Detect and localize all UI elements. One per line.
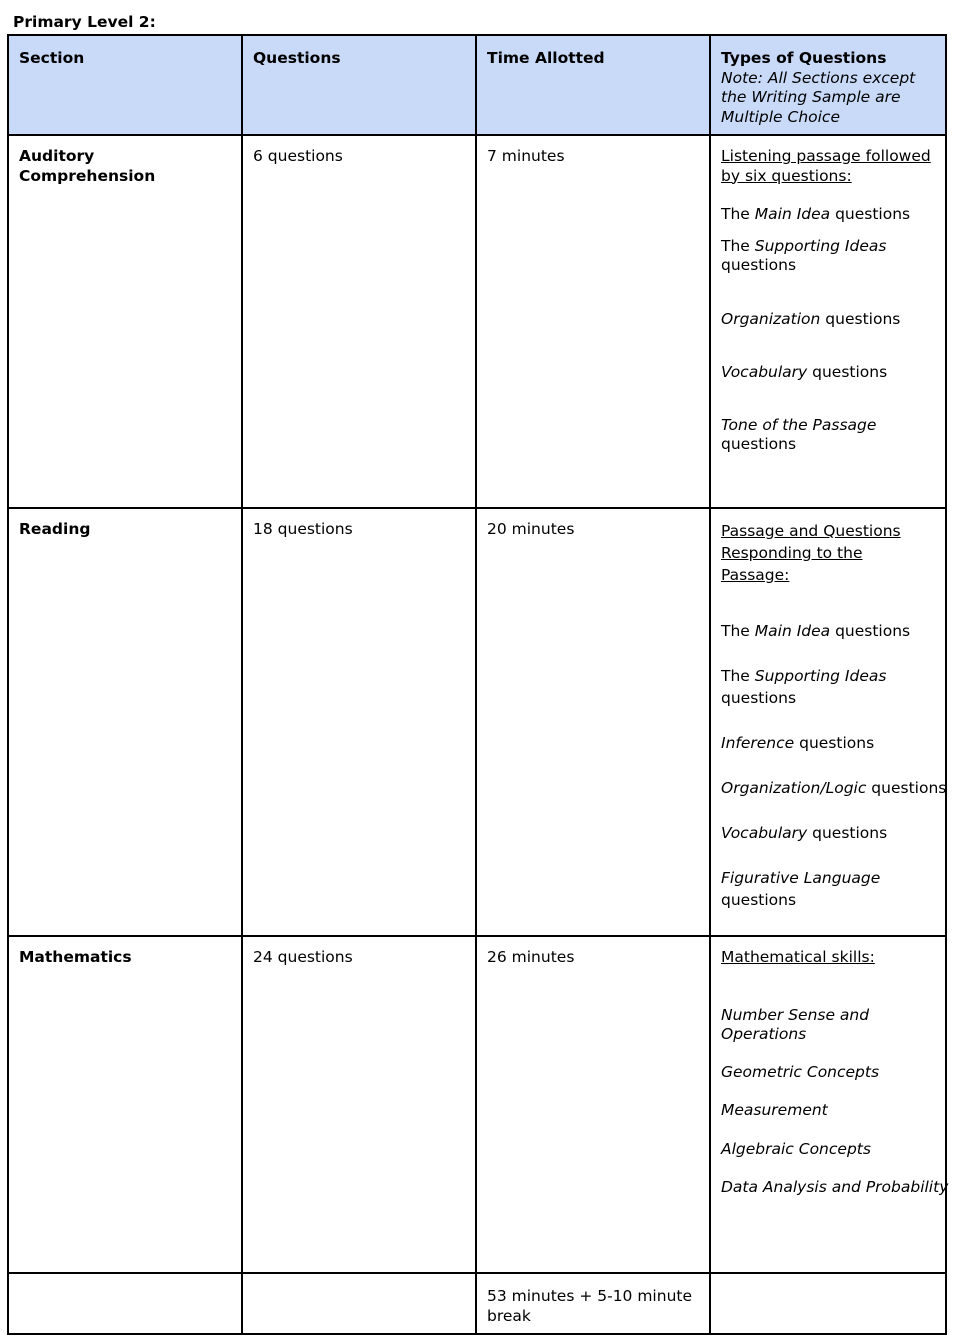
questions-cell: 6 questions: [242, 135, 476, 508]
total-time-cell: 53 minutes + 5-10 minute break: [476, 1273, 710, 1334]
list-item: Measurement: [721, 1101, 828, 1119]
header-questions: Questions: [242, 35, 476, 135]
questions-cell: 24 questions: [242, 936, 476, 1273]
list-item: Data Analysis and Probability: [721, 1178, 949, 1196]
table-row: [8, 936, 946, 1273]
list-item: The Supporting Ideas questions: [721, 667, 887, 707]
test-sections-table: [7, 34, 947, 1335]
time-cell: 7 minutes: [476, 135, 710, 508]
section-cell: Mathematics: [8, 936, 242, 1273]
list-item: Tone of the Passage questions: [721, 415, 877, 453]
section-cell: Reading: [8, 508, 242, 936]
header-types-note: Note: All Sections except the Writing Sample are Multiple Choice: [721, 68, 916, 126]
header-types-of-questions: [710, 35, 946, 135]
empty-cell: [710, 1273, 946, 1334]
header-row: [8, 35, 946, 135]
types-title: Listening passage followed by six questions:: [721, 147, 931, 185]
table-row: [8, 135, 946, 508]
list-item: The Supporting Ideas questions: [721, 236, 887, 274]
types-cell: [710, 936, 949, 1273]
list-item: Figurative Language questions: [721, 869, 881, 909]
types-title: Passage and Questions Responding to the Passage:: [721, 522, 901, 584]
list-item: Vocabulary questions: [721, 363, 888, 381]
page-title: Primary Level 2:: [13, 13, 156, 31]
empty-cell: [8, 1273, 242, 1334]
list-item: Vocabulary questions: [721, 824, 888, 842]
types-cell: [710, 508, 946, 936]
empty-cell: [242, 1273, 476, 1334]
header-section: Section: [8, 35, 242, 135]
header-types-label: Types of Questions: [721, 49, 887, 67]
list-item: Number Sense and Operations: [721, 1005, 870, 1043]
time-cell: 26 minutes: [476, 936, 710, 1273]
list-item: Inference questions: [721, 734, 875, 752]
time-cell: 20 minutes: [476, 508, 710, 936]
section-cell: Auditory Comprehension: [8, 135, 242, 508]
total-row: [8, 1273, 946, 1334]
header-time-allotted: Time Allotted: [476, 35, 710, 135]
list-item: Geometric Concepts: [721, 1062, 880, 1081]
list-item: The Main Idea questions: [721, 622, 911, 640]
list-item: Organization/Logic questions: [721, 779, 947, 797]
table-row: [8, 508, 946, 936]
types-cell: [710, 135, 946, 508]
list-item: Algebraic Concepts: [721, 1139, 871, 1158]
questions-cell: 18 questions: [242, 508, 476, 936]
list-item: Organization questions: [721, 309, 901, 328]
types-title: Mathematical skills:: [721, 948, 875, 966]
list-item: The Main Idea questions: [721, 205, 911, 223]
